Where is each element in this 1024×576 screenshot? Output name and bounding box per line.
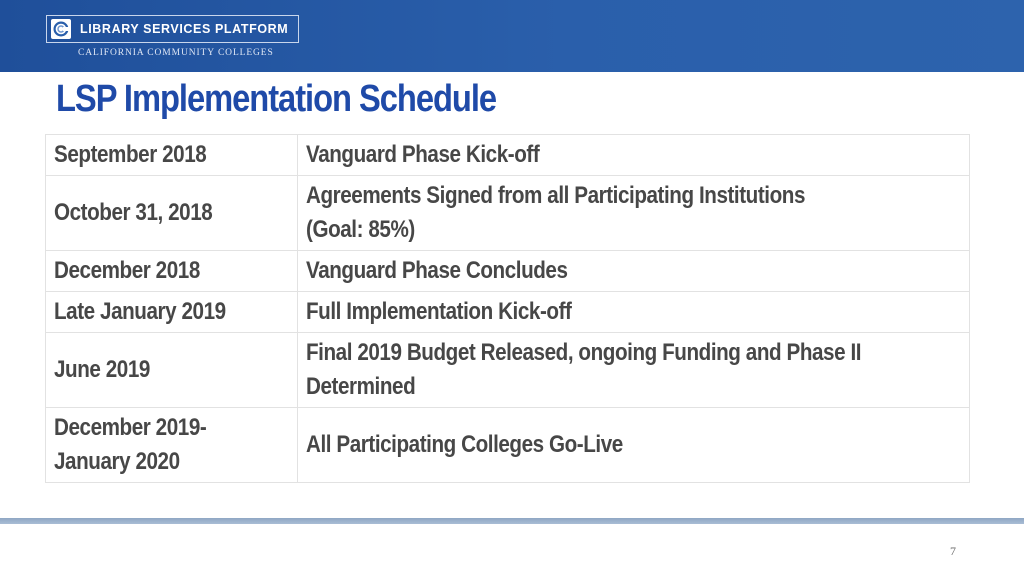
logo-emblem-icon [51,19,71,39]
schedule-event-cell-line: Agreements Signed from all Participating Institutions [306,182,806,209]
schedule-row [46,135,970,176]
schedule-date-cell-line: December 2018 [54,257,200,284]
schedule-event-cell [298,292,970,333]
bottom-divider [0,518,1024,524]
schedule-row [46,333,970,408]
schedule-event-cell [298,251,970,292]
schedule-date-cell-line: Late January 2019 [54,298,226,325]
schedule-event-cell-line: (Goal: 85%) [306,216,415,243]
schedule-date-cell [46,176,298,251]
header-band [0,0,1024,72]
schedule-row [46,176,970,251]
schedule-event-cell-line: Vanguard Phase Kick-off [306,141,540,168]
schedule-row [46,292,970,333]
schedule-date-cell-line: June 2019 [54,356,150,383]
page-title: LSP Implementation Schedule [56,78,497,120]
schedule-date-cell-line: September 2018 [54,141,207,168]
schedule-date-cell [46,251,298,292]
schedule-date-cell [46,292,298,333]
schedule-event-cell-line: Vanguard Phase Concludes [306,257,568,284]
schedule-table-body [46,135,970,483]
schedule-date-cell-line: October 31, 2018 [54,199,213,226]
schedule-date-cell-line: January 2020 [54,448,180,475]
schedule-row [46,408,970,483]
page-number: 7 [950,544,956,558]
schedule-event-cell [298,135,970,176]
schedule-event-cell [298,408,970,483]
schedule-date-cell [46,333,298,408]
schedule-event-cell-line: Final 2019 Budget Released, ongoing Funding and Phase II [306,339,862,366]
platform-logo [46,15,299,43]
schedule-row [46,251,970,292]
schedule-date-cell [46,408,298,483]
logo-text: LIBRARY SERVICES PLATFORM [80,22,289,36]
schedule-event-cell-line: All Participating Colleges Go-Live [306,431,623,458]
schedule-table [45,134,970,483]
schedule-date-cell-line: December 2019- [54,414,207,441]
logo-subtext: CALIFORNIA COMMUNITY COLLEGES [78,48,274,58]
schedule-event-cell [298,333,970,408]
schedule-event-cell-line: Full Implementation Kick-off [306,298,572,325]
schedule-event-cell [298,176,970,251]
schedule-date-cell [46,135,298,176]
schedule-event-cell-line: Determined [306,373,416,400]
